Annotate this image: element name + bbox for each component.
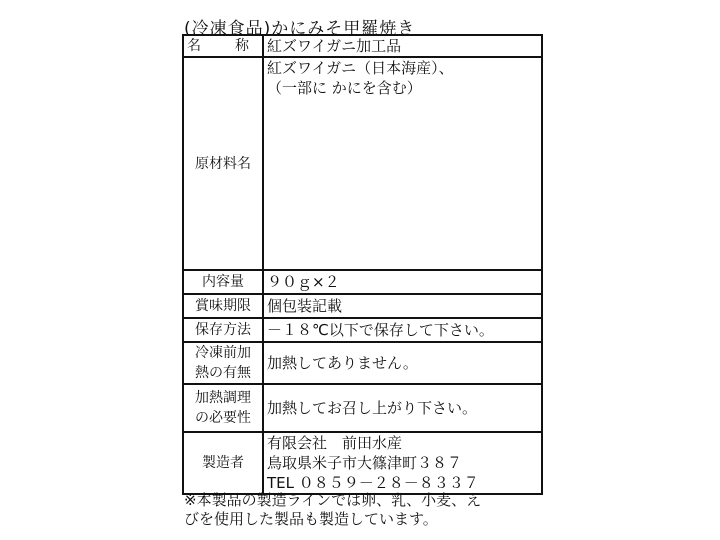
ingredients-line-1: 紅ズワイガニ（日本海産）、: [267, 59, 454, 77]
expiry-label: 賞味期限: [183, 294, 263, 318]
product-title: (冷凍食品)かにみそ甲羅焼き: [184, 19, 416, 39]
maker-value: [263, 432, 542, 494]
heated-label: [183, 342, 263, 384]
row-ingredients: [183, 57, 542, 270]
row-heated: [183, 342, 542, 384]
cooking-value: 加熱してお召し上がり下さい。: [263, 384, 542, 432]
maker-line-3: TEL ０８５９－２８－８３３７: [267, 474, 479, 492]
row-storage: [183, 318, 542, 342]
allergen-note: [184, 491, 554, 529]
ingredients-value: [263, 57, 542, 270]
row-cooking: [183, 384, 542, 432]
maker-line-1: 有限会社 前田水産: [267, 434, 403, 452]
cooking-label: [183, 384, 263, 432]
row-content: [183, 270, 542, 294]
name-label: 名 称: [183, 35, 263, 57]
content-value: ９０ｇ×２: [263, 270, 542, 294]
cooking-label-line-2: の必要性: [195, 410, 251, 426]
heated-label-line-2: 熱の有無: [195, 365, 251, 381]
name-value: 紅ズワイガニ加工品: [263, 35, 542, 57]
row-name: [183, 35, 542, 57]
food-label-table: [182, 34, 543, 495]
expiry-value: 個包装記載: [263, 294, 542, 318]
content-label: 内容量: [183, 270, 263, 294]
cooking-label-line-1: 加熱調理: [195, 390, 251, 406]
storage-value: －１８℃以下で保存して下さい。: [263, 318, 542, 342]
heated-value: 加熱してありません。: [263, 342, 542, 384]
row-expiry: [183, 294, 542, 318]
maker-label: 製造者: [183, 432, 263, 494]
row-maker: [183, 432, 542, 494]
allergen-note-line-1: ※本製品の製造ラインでは卵、乳、小麦、え: [184, 491, 482, 509]
maker-line-2: 鳥取県米子市大篠津町３８７: [267, 454, 463, 472]
storage-label: 保存方法: [183, 318, 263, 342]
heated-label-line-1: 冷凍前加: [195, 345, 251, 361]
ingredients-label: 原材料名: [183, 57, 263, 270]
ingredients-line-2: （一部に かにを含む）: [267, 79, 422, 97]
allergen-note-line-2: びを使用した製品も製造しています。: [184, 510, 438, 528]
